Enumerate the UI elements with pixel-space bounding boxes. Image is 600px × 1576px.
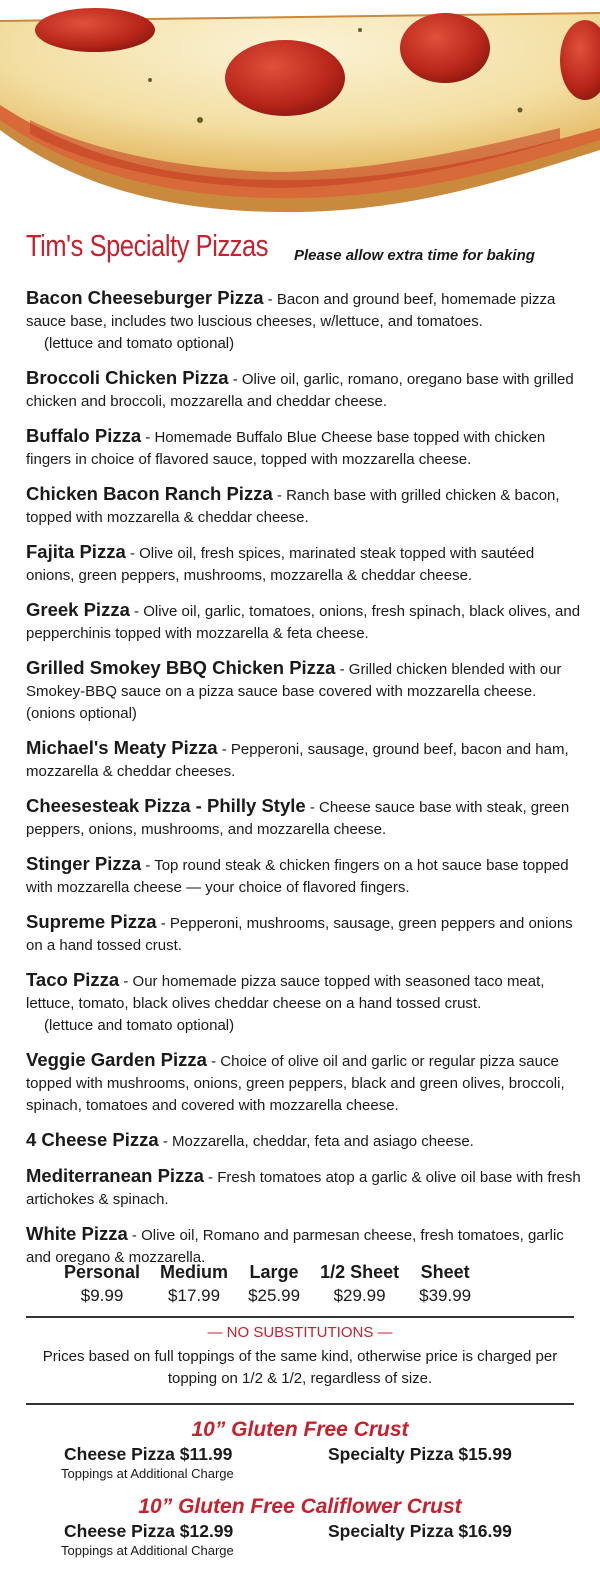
divider (26, 1316, 574, 1318)
price-value: $39.99 (419, 1286, 472, 1305)
pizza-item (26, 425, 586, 471)
pizza-item (26, 969, 586, 1037)
header (26, 228, 586, 276)
pizza-item (26, 1049, 586, 1117)
size-label: Sheet (420, 1262, 470, 1282)
gluten-free-specialty-price: Specialty Pizza $15.99 (328, 1444, 512, 1464)
pizza-description: - Fresh tomatoes atop a garlic & olive oil base with fresh artichokes & spinach. (26, 1169, 581, 1208)
pizza-description: - Pepperoni, mushrooms, sausage, green peppers and onions on a hand tossed crust. (26, 915, 573, 954)
pizza-description: - Our homemade pizza sauce topped with seasoned taco meat, lettuce, tomato, black olives cheddar cheese on a hand tossed crust. (26, 973, 545, 1012)
pizza-hero-image (0, 0, 600, 225)
pizza-name: Mediterranean Pizza (26, 1165, 204, 1186)
pizza-name: Fajita Pizza (26, 541, 126, 562)
pricing-policy: Prices based on full toppings of the same kind, otherwise price is charged per topping on 1/2 & 1/2, regardless of size. (42, 1348, 558, 1387)
baking-note: Please allow extra time for baking (294, 247, 535, 264)
pizza-description: - Olive oil, fresh spices, marinated steak topped with sautéed onions, green peppers, mushrooms, mozzarella & cheddar cheese. (26, 545, 535, 584)
pizza-item (26, 853, 586, 899)
pizza-item (26, 483, 586, 529)
pizza-name: Broccoli Chicken Pizza (26, 367, 229, 388)
pizza-name: Bacon Cheeseburger Pizza (26, 287, 264, 308)
pizza-description: - Homemade Buffalo Blue Cheese base topped with chicken fingers in choice of flavored sauce, topped with mozzarella cheese. (26, 429, 546, 468)
cauliflower-cheese-price: Cheese Pizza $12.99 (64, 1521, 234, 1541)
price-column (64, 1260, 140, 1308)
gluten-free-note: Toppings at Additional Charge (61, 1466, 234, 1481)
pizza-item (26, 541, 586, 587)
pizza-item (26, 287, 586, 355)
size-label: Large (249, 1262, 299, 1282)
cauliflower-specialty-price: Specialty Pizza $16.99 (328, 1521, 512, 1541)
pizza-item (26, 795, 586, 841)
price-value: $29.99 (333, 1286, 386, 1305)
divider (26, 1403, 574, 1405)
pizza-item (26, 1165, 586, 1211)
pizza-name: Veggie Garden Pizza (26, 1049, 207, 1070)
pizza-name: Michael's Meaty Pizza (26, 737, 218, 758)
gluten-free-title: 10” Gluten Free Crust (191, 1418, 409, 1441)
size-label: Medium (160, 1262, 229, 1282)
price-table (64, 1260, 524, 1308)
pizza-name: Stinger Pizza (26, 853, 142, 874)
pizza-name: Buffalo Pizza (26, 425, 142, 446)
pizza-description: - Olive oil, garlic, tomatoes, onions, fresh spinach, black olives, and pepperchinis topped with mozzarella & feta cheese. (26, 603, 581, 642)
pizza-name: Chicken Bacon Ranch Pizza (26, 483, 273, 504)
pizza-name: 4 Cheese Pizza (26, 1129, 159, 1150)
pizza-item (26, 599, 586, 645)
price-column (160, 1260, 228, 1308)
pizza-item (26, 367, 586, 413)
pizza-name: Cheesesteak Pizza - Philly Style (26, 795, 306, 816)
pizza-name: White Pizza (26, 1223, 128, 1244)
price-value: $25.99 (248, 1286, 301, 1305)
pizza-description: - Mozzarella, cheddar, feta and asiago cheese. (158, 1133, 474, 1150)
pizza-list (26, 287, 586, 1281)
cauliflower-note: Toppings at Additional Charge (61, 1543, 234, 1558)
pizza-description: - Top round steak & chicken fingers on a hot sauce base topped with mozzarella cheese — your choice of flavored fingers. (26, 857, 569, 896)
price-column (248, 1260, 300, 1308)
price-column (320, 1260, 399, 1308)
cauliflower-title: 10” Gluten Free Califlower Crust (138, 1495, 462, 1518)
pizza-name: Supreme Pizza (26, 911, 157, 932)
pizza-description: - Ranch base with grilled chicken & bacon, topped with mozzarella & cheddar cheese. (26, 487, 560, 526)
pizza-description: - Bacon and ground beef, homemade pizza sauce base, includes two luscious cheeses, w/lettuce, and tomatoes. (26, 291, 556, 330)
size-label: Personal (64, 1262, 141, 1282)
page-title: Tim's Specialty Pizzas (26, 228, 269, 263)
pizza-item (26, 737, 586, 783)
pizza-description: - Choice of olive oil and garlic or regular pizza sauce topped with mushrooms, onions, green peppers, black and green olives, broccoli, spinach, tomatoes and covered with mozzarella cheese. (26, 1053, 565, 1114)
pizza-note: (lettuce and tomato optional) (44, 1017, 235, 1034)
size-label: 1/2 Sheet (320, 1262, 400, 1282)
pizza-description: - Cheese sauce base with steak, green peppers, onions, mushrooms, and mozzarella cheese. (26, 799, 570, 838)
pizza-item (26, 657, 586, 725)
pizza-item (26, 911, 586, 957)
pizza-name: Grilled Smokey BBQ Chicken Pizza (26, 657, 336, 678)
pizza-name: Greek Pizza (26, 599, 130, 620)
price-value: $17.99 (168, 1286, 221, 1305)
gluten-free-cheese-price: Cheese Pizza $11.99 (64, 1444, 233, 1464)
no-substitutions: — NO SUBSTITUTIONS — (207, 1324, 393, 1341)
price-column (419, 1260, 471, 1308)
pizza-item (26, 1129, 586, 1153)
pizza-description: - Olive oil, garlic, romano, oregano base with grilled chicken and broccoli, mozzarella and cheddar cheese. (26, 371, 574, 410)
pizza-description: - Olive oil, Romano and parmesan cheese, fresh tomatoes, garlic and oregano & mozzarella. (26, 1227, 564, 1266)
pizza-description: - Grilled chicken blended with our Smokey-BBQ sauce on a pizza sauce base covered with mozzarella cheese. (onions optional) (26, 661, 562, 722)
pizza-description: - Pepperoni, sausage, ground beef, bacon and ham, mozzarella & cheddar cheeses. (26, 741, 569, 780)
pizza-name: Taco Pizza (26, 969, 120, 990)
price-value: $9.99 (80, 1286, 124, 1305)
pizza-note: (lettuce and tomato optional) (44, 335, 235, 352)
